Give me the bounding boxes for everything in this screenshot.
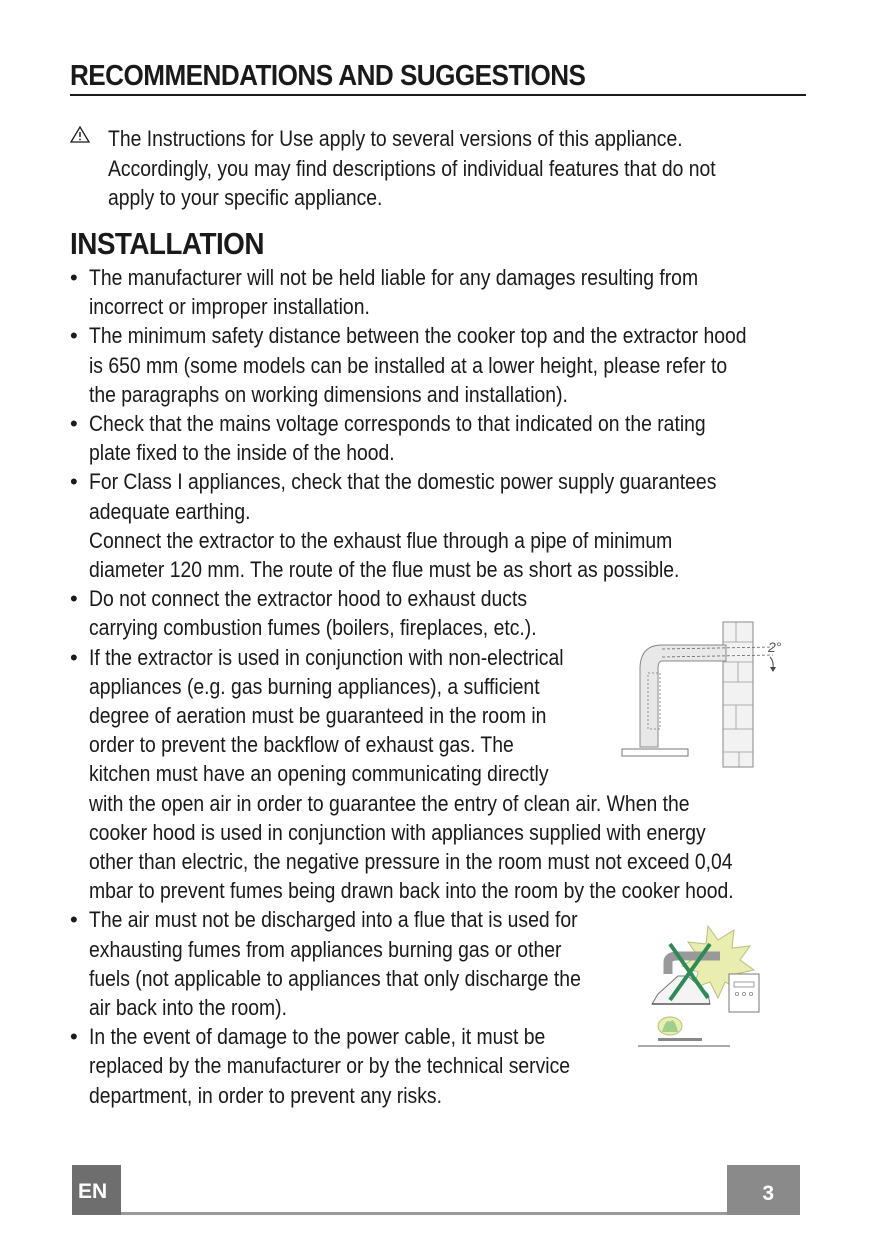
bullet-marker: • xyxy=(70,469,78,495)
item-text-line: exhausting fumes from appliances burning gas or other xyxy=(89,936,562,962)
language-badge: EN xyxy=(72,1165,121,1215)
item-text-line: replaced by the manufacturer or by the technical service xyxy=(89,1053,571,1079)
item-text-line: appliances (e.g. gas burning appliances), a sufficient xyxy=(89,673,540,699)
installation-title: INSTALLATION xyxy=(70,226,264,261)
item-text-line: the paragraphs on working dimensions and installation). xyxy=(89,381,568,407)
duct-angle-label: 2° xyxy=(768,639,782,655)
installation-item xyxy=(70,321,830,409)
bullet-marker: • xyxy=(70,265,78,290)
item-text-line: plate fixed to the inside of the hood. xyxy=(89,440,395,466)
item-text-line: degree of aeration must be guaranteed in the room in xyxy=(89,703,547,729)
installation-item xyxy=(70,467,830,584)
footer-divider xyxy=(72,1212,800,1215)
bullet-marker: • xyxy=(70,644,78,670)
item-text-line: mbar to prevent fumes being drawn back into the room by the cooker hood. xyxy=(89,878,734,904)
bullet-marker: • xyxy=(70,907,78,933)
item-text-line: If the extractor is used in conjunction with non-electrical xyxy=(89,644,564,670)
bullet-marker: • xyxy=(70,586,78,612)
item-text-line: fuels (not applicable to appliances that only discharge the xyxy=(89,965,581,991)
item-text-line: other than electric, the negative pressure in the room must not exceed 0,04 xyxy=(89,849,733,875)
item-text-line: Do not connect the extractor hood to exhaust ducts xyxy=(89,586,528,612)
item-text-line: cooker hood is used in conjunction with appliances supplied with energy xyxy=(89,819,706,845)
item-text-line: The air must not be discharged into a flue that is used for xyxy=(89,907,578,933)
item-text-line: incorrect or improper installation. xyxy=(89,294,370,320)
page-footer xyxy=(72,1165,800,1215)
bullet-marker: • xyxy=(70,1024,78,1050)
note-line: apply to your specific appliance. xyxy=(108,185,383,210)
item-text-line: carrying combustion fumes (boilers, fireplaces, etc.). xyxy=(89,615,537,641)
recommendations-heading xyxy=(70,58,806,96)
item-text-line: with the open air in order to guarantee the entry of clean air. When the xyxy=(89,790,690,816)
item-text-line: The manufacturer will not be held liable for any damages resulting from xyxy=(89,265,699,290)
recommendations-title: RECOMMENDATIONS AND SUGGESTIONS xyxy=(70,60,586,92)
installation-item xyxy=(70,263,830,321)
installation-item xyxy=(70,409,830,467)
item-text-line: For Class I appliances, check that the domestic power supply guarantees xyxy=(89,469,717,495)
item-text-line: Connect the extractor to the exhaust flue through a pipe of minimum xyxy=(89,527,673,553)
bullet-marker: • xyxy=(70,411,78,437)
item-text-line: The minimum safety distance between the cooker top and the extractor hood xyxy=(89,323,747,349)
item-text-line: is 650 mm (some models can be installed at a lower height, please refer to xyxy=(89,352,728,378)
item-text-line: air back into the room). xyxy=(89,995,287,1021)
note-line: The Instructions for Use apply to several versions of this appliance. xyxy=(108,126,683,151)
item-text-line: diameter 120 mm. The route of the flue must be as short as possible. xyxy=(89,557,680,583)
versions-note xyxy=(70,124,790,213)
gas-appliance-warning-illustration xyxy=(630,922,780,1050)
item-text-line: order to prevent the backflow of exhaust gas. The xyxy=(89,732,514,758)
chimney-hood-duct-illustration xyxy=(618,617,794,769)
item-text-line: kitchen must have an opening communicating directly xyxy=(89,761,549,787)
bullet-marker: • xyxy=(70,323,78,349)
item-text-line: Check that the mains voltage corresponds to that indicated on the rating xyxy=(89,411,706,437)
warning-icon xyxy=(70,126,90,144)
page-number: 3 xyxy=(727,1165,800,1215)
item-text-line: In the event of damage to the power cable, it must be xyxy=(89,1024,546,1050)
item-text-line: adequate earthing. xyxy=(89,498,251,524)
item-text-line: department, in order to prevent any risks. xyxy=(89,1082,442,1108)
note-line: Accordingly, you may find descriptions of individual features that do not xyxy=(108,155,716,181)
